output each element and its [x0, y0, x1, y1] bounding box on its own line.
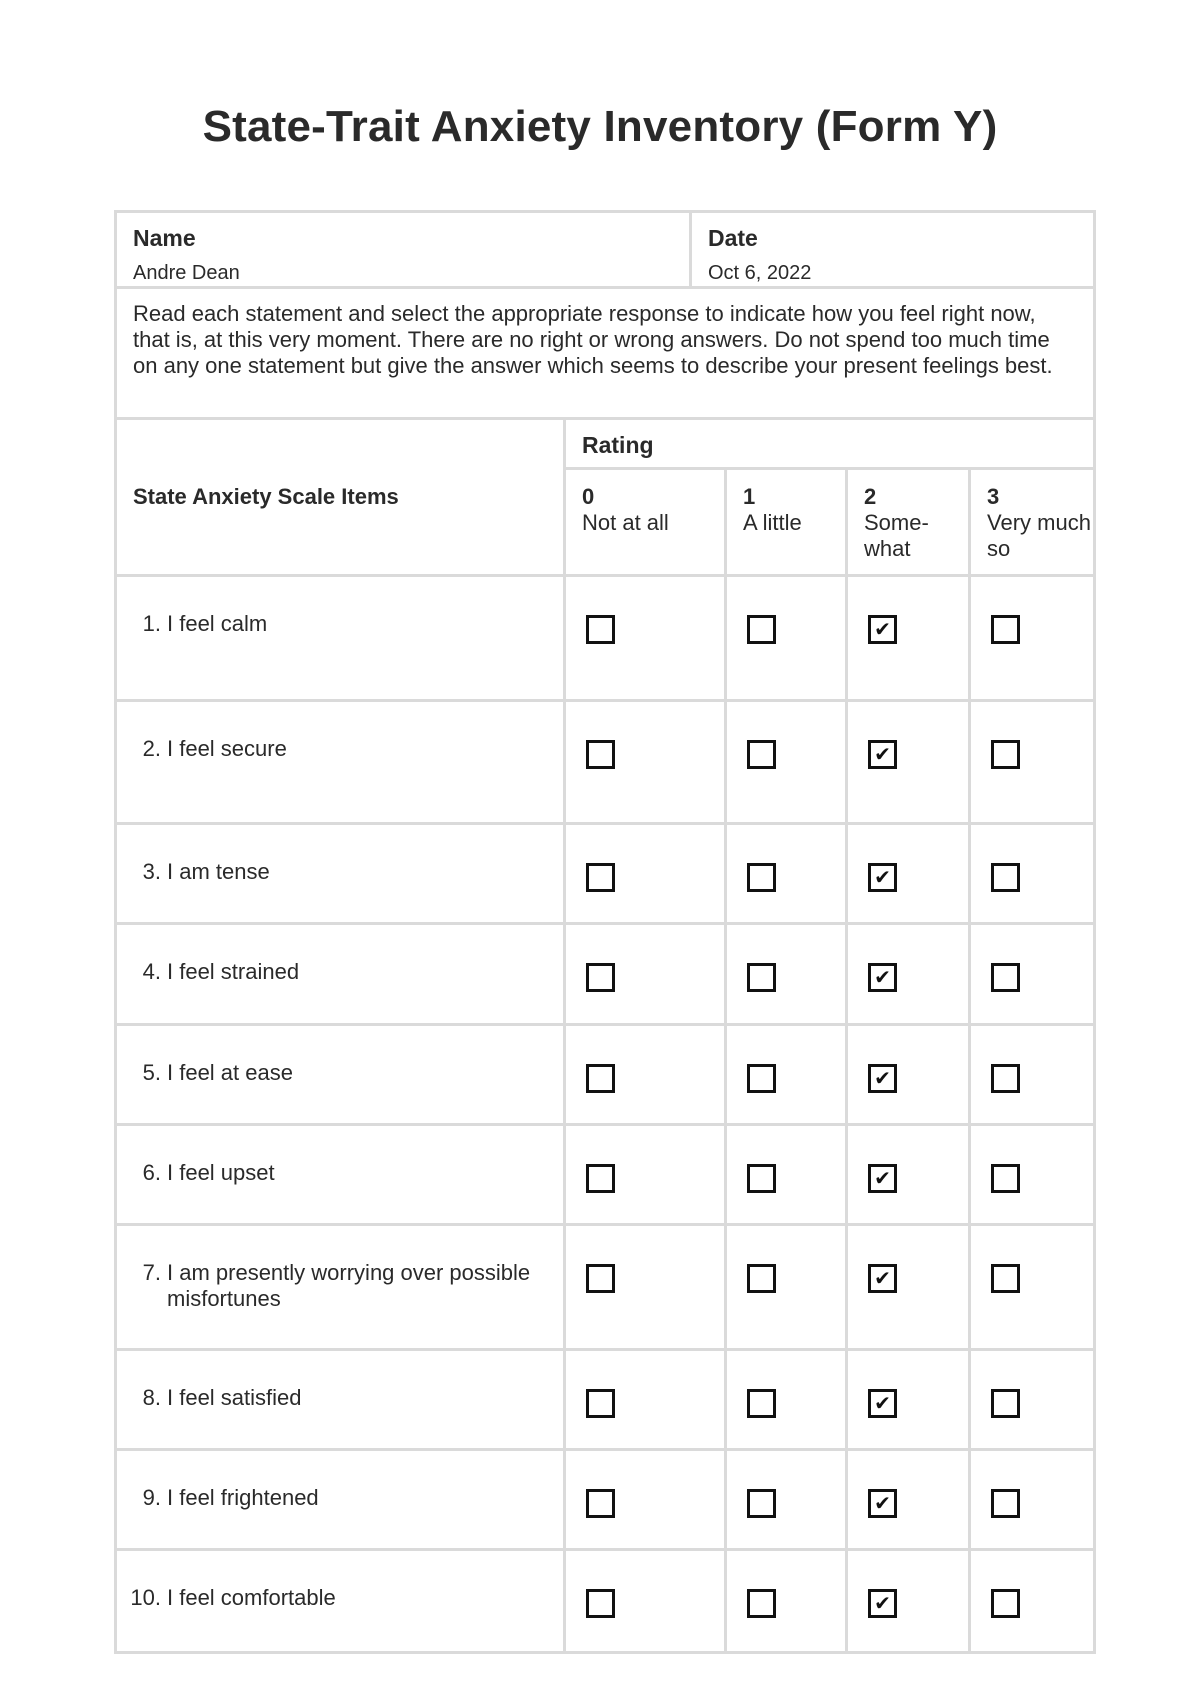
item-text: I feel secure: [167, 736, 287, 761]
rating-cell-3: [971, 1451, 1093, 1548]
rating-cell-1: [727, 925, 848, 1023]
rating-cell-2: [848, 702, 971, 822]
rating-checkbox[interactable]: [747, 1264, 776, 1293]
rating-checkbox[interactable]: [991, 963, 1020, 992]
item-statement: [117, 702, 563, 762]
item-number: 10.: [130, 1585, 161, 1610]
table-row: [117, 1026, 1093, 1126]
rating-option-value: 1: [743, 484, 756, 509]
rating-cell-2: [848, 1126, 971, 1223]
item-number: 6.: [142, 1160, 161, 1185]
item-text: I feel strained: [167, 959, 300, 984]
rating-cell-3: [971, 1026, 1093, 1123]
rating-checkbox[interactable]: [868, 963, 897, 992]
rating-option-label: A little: [743, 510, 802, 535]
rating-cell-1: [727, 1126, 848, 1223]
item-cell: [117, 702, 566, 822]
rating-cell-3: [971, 825, 1093, 922]
rating-checkbox[interactable]: [747, 1164, 776, 1193]
item-number: 8.: [142, 1385, 161, 1410]
item-number: 4.: [142, 959, 161, 984]
item-cell: [117, 1126, 566, 1223]
table-row: [117, 1451, 1093, 1551]
rating-checkbox[interactable]: [586, 1164, 615, 1193]
item-text: I feel at ease: [167, 1060, 293, 1085]
rating-cell-1: [727, 825, 848, 922]
item-statement: [117, 1551, 563, 1611]
rating-cell-0: [566, 1451, 727, 1548]
checkmark-icon: ✔: [874, 1167, 891, 1190]
rating-cell-2: [848, 925, 971, 1023]
table-row: [117, 577, 1093, 702]
rating-cell-0: [566, 825, 727, 922]
table-row: [117, 825, 1093, 925]
rating-checkbox[interactable]: [747, 1389, 776, 1418]
item-statement: [117, 1026, 563, 1086]
rating-cell-0: [566, 1026, 727, 1123]
rating-checkbox[interactable]: [747, 963, 776, 992]
date-value[interactable]: Oct 6, 2022: [708, 262, 812, 284]
item-text: I am presently worrying over possible misfortunes: [167, 1260, 531, 1311]
checkmark-icon: ✔: [874, 1067, 891, 1090]
rating-cell-3: [971, 1551, 1093, 1651]
info-row: [117, 213, 1093, 289]
name-cell: [117, 213, 692, 286]
checkmark-icon: ✔: [874, 966, 891, 989]
item-cell: [117, 825, 566, 922]
rating-cell-0: [566, 1351, 727, 1448]
rating-cell-1: [727, 702, 848, 822]
rating-cell-3: [971, 702, 1093, 822]
item-text: I am tense: [167, 859, 270, 884]
rating-cell-3: [971, 1351, 1093, 1448]
questionnaire-form: [114, 210, 1096, 1654]
item-cell: [117, 577, 566, 699]
rating-checkbox[interactable]: [868, 1164, 897, 1193]
rating-checkbox[interactable]: [747, 1064, 776, 1093]
item-cell: [117, 1026, 566, 1123]
rating-option-label: Some-what: [864, 510, 929, 561]
rating-checkbox[interactable]: [991, 1489, 1020, 1518]
item-cell: [117, 1451, 566, 1548]
rating-cell-2: [848, 1226, 971, 1348]
rating-option-2: [848, 470, 971, 574]
rating-cell-2: [848, 577, 971, 699]
rating-checkbox[interactable]: [868, 740, 897, 769]
rating-checkbox[interactable]: [991, 1164, 1020, 1193]
rating-checkbox[interactable]: [586, 1389, 615, 1418]
rating-checkbox[interactable]: [991, 863, 1020, 892]
rating-checkbox[interactable]: [747, 1489, 776, 1518]
name-value[interactable]: Andre Dean: [133, 262, 240, 284]
rating-header: Rating: [566, 420, 1093, 470]
rating-checkbox[interactable]: [868, 1389, 897, 1418]
rating-option-label: Not at all: [582, 510, 669, 535]
item-rows: [117, 577, 1093, 1651]
table-row: [117, 1226, 1093, 1351]
checkmark-icon: ✔: [874, 1267, 891, 1290]
rating-cell-1: [727, 1551, 848, 1651]
rating-checkbox[interactable]: [991, 1264, 1020, 1293]
date-label: Date: [708, 225, 758, 251]
item-text: I feel satisfied: [167, 1385, 302, 1410]
rating-checkbox[interactable]: [747, 863, 776, 892]
rating-cell-2: [848, 1026, 971, 1123]
item-cell: [117, 925, 566, 1023]
item-cell: [117, 1351, 566, 1448]
rating-option-0: [566, 470, 727, 574]
item-number: 1.: [142, 611, 161, 636]
rating-cell-3: [971, 1226, 1093, 1348]
rating-cell-1: [727, 1226, 848, 1348]
rating-checkbox[interactable]: [586, 863, 615, 892]
item-number: 5.: [142, 1060, 161, 1085]
rating-options: [566, 470, 1093, 574]
item-statement: [117, 1351, 563, 1411]
table-row: [117, 702, 1093, 825]
item-statement: [117, 577, 563, 637]
rating-cell-3: [971, 577, 1093, 699]
rating-checkbox[interactable]: [586, 1489, 615, 1518]
rating-checkbox[interactable]: [586, 1589, 615, 1618]
items-column-header: State Anxiety Scale Items: [117, 420, 566, 574]
item-text: I feel frightened: [167, 1485, 319, 1510]
item-number: 7.: [142, 1260, 161, 1285]
rating-cell-1: [727, 1026, 848, 1123]
rating-checkbox[interactable]: [747, 615, 776, 644]
rating-checkbox[interactable]: [868, 863, 897, 892]
item-text: I feel calm: [167, 611, 268, 636]
rating-cell-0: [566, 925, 727, 1023]
rating-cell-0: [566, 702, 727, 822]
rating-cell-2: [848, 1551, 971, 1651]
form-title: State-Trait Anxiety Inventory (Form Y): [202, 102, 998, 151]
checkmark-icon: ✔: [874, 1492, 891, 1515]
item-statement: [117, 1226, 563, 1312]
item-text: I feel upset: [167, 1160, 275, 1185]
rating-option-label: Very much so: [987, 510, 1091, 561]
rating-checkbox[interactable]: [586, 615, 615, 644]
rating-checkbox[interactable]: [991, 740, 1020, 769]
table-row: [117, 1126, 1093, 1226]
item-cell: [117, 1551, 566, 1651]
rating-cell-1: [727, 577, 848, 699]
rating-option-3: [971, 470, 1093, 574]
rating-checkbox[interactable]: [586, 1264, 615, 1293]
rating-checkbox[interactable]: [586, 963, 615, 992]
table-header-row: [117, 420, 1093, 577]
item-number: 2.: [142, 736, 161, 761]
rating-cell-2: [848, 1351, 971, 1448]
table-row: [117, 925, 1093, 1026]
rating-checkbox[interactable]: [747, 1589, 776, 1618]
checkmark-icon: ✔: [874, 1592, 891, 1615]
rating-checkbox[interactable]: [868, 1489, 897, 1518]
rating-cell-0: [566, 1126, 727, 1223]
checkmark-icon: ✔: [874, 618, 891, 641]
item-statement: [117, 1126, 563, 1186]
item-statement: [117, 925, 563, 985]
rating-checkbox[interactable]: [747, 740, 776, 769]
checkmark-icon: ✔: [874, 1392, 891, 1415]
rating-checkbox[interactable]: [868, 615, 897, 644]
rating-cell-3: [971, 925, 1093, 1023]
item-number: 9.: [142, 1485, 161, 1510]
rating-checkbox[interactable]: [586, 740, 615, 769]
instructions-text: Read each statement and select the appropriate response to indicate how you feel right now, that is, at this very moment. There are no right or wrong answers. Do not spend too much time on any one statement but give the answer which seems to describe your present feelings best.: [133, 301, 1053, 378]
rating-checkbox[interactable]: [586, 1064, 615, 1093]
rating-cell-0: [566, 1551, 727, 1651]
checkmark-icon: ✔: [874, 866, 891, 889]
rating-cell-1: [727, 1451, 848, 1548]
checkmark-icon: ✔: [874, 743, 891, 766]
rating-header-block: [566, 420, 1093, 574]
instructions-row: [117, 289, 1093, 420]
rating-option-value: 2: [864, 484, 877, 509]
date-cell: [692, 213, 1093, 286]
rating-checkbox[interactable]: [991, 615, 1020, 644]
rating-cell-1: [727, 1351, 848, 1448]
table-row: [117, 1351, 1093, 1451]
rating-cell-0: [566, 1226, 727, 1348]
rating-checkbox[interactable]: [868, 1264, 897, 1293]
rating-option-value: 0: [582, 484, 595, 509]
rating-option-1: [727, 470, 848, 574]
rating-cell-3: [971, 1126, 1093, 1223]
name-label: Name: [133, 225, 196, 251]
item-statement: [117, 1451, 563, 1511]
item-cell: [117, 1226, 566, 1348]
item-number: 3.: [142, 859, 161, 884]
rating-cell-2: [848, 825, 971, 922]
item-text: I feel comfortable: [167, 1585, 336, 1610]
rating-cell-0: [566, 577, 727, 699]
rating-checkbox[interactable]: [868, 1589, 897, 1618]
rating-option-value: 3: [987, 484, 1000, 509]
item-statement: [117, 825, 563, 885]
rating-checkbox[interactable]: [991, 1064, 1020, 1093]
rating-cell-2: [848, 1451, 971, 1548]
rating-checkbox[interactable]: [991, 1389, 1020, 1418]
rating-checkbox[interactable]: [991, 1589, 1020, 1618]
table-row: [117, 1551, 1093, 1651]
rating-checkbox[interactable]: [868, 1064, 897, 1093]
